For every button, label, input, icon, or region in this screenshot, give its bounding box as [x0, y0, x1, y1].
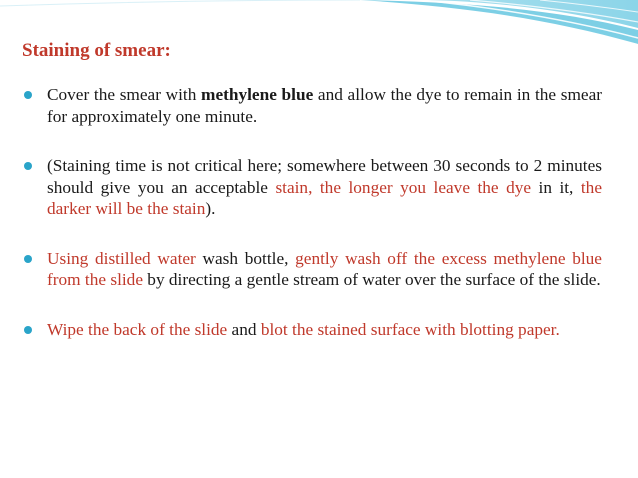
bullet-text-run: Wipe the back of the slide: [47, 319, 228, 339]
bullet-icon: [24, 91, 32, 99]
bullet-item: [24, 248, 602, 291]
bullet-text-run: ).: [205, 199, 216, 218]
bullet-text-run: and: [227, 319, 261, 339]
bullet-text-run: gently wash off the excess methylene blue from the slide: [47, 248, 602, 289]
bullet-text-run: blot the stained surface with blotting paper.: [260, 319, 560, 339]
bullet-text-run: Cover the smear with: [47, 85, 202, 104]
bullet-text-run: Using distilled water: [47, 248, 196, 268]
bullet-text-run: (Staining time is not critical here; somewhere between 30 seconds to 2 minutes should give you an acceptable: [47, 156, 602, 197]
slide-title: Staining of smear:: [22, 40, 171, 61]
bullet-text-run: and allow the dye to remain in the smear for approximately one minute.: [47, 85, 602, 126]
bullet-list: [24, 84, 602, 368]
bullet-icon: [24, 255, 32, 263]
bullet-icon: [24, 162, 32, 170]
bullet-text-run: the darker will be the stain: [47, 177, 602, 218]
bullet-text-run: wash bottle,: [195, 248, 296, 268]
bullet-text-run: stain, the longer you leave the dye: [275, 177, 532, 197]
bullet-item: [24, 319, 602, 341]
bullet-item: [24, 155, 602, 220]
bullet-text-run: in it,: [531, 177, 581, 197]
bullet-text-run: by directing a gentle stream of water over the surface of the slide.: [142, 270, 601, 289]
bullet-item: [24, 84, 602, 127]
bullet-icon: [24, 326, 32, 334]
bullet-text-run: methylene blue: [201, 85, 314, 104]
